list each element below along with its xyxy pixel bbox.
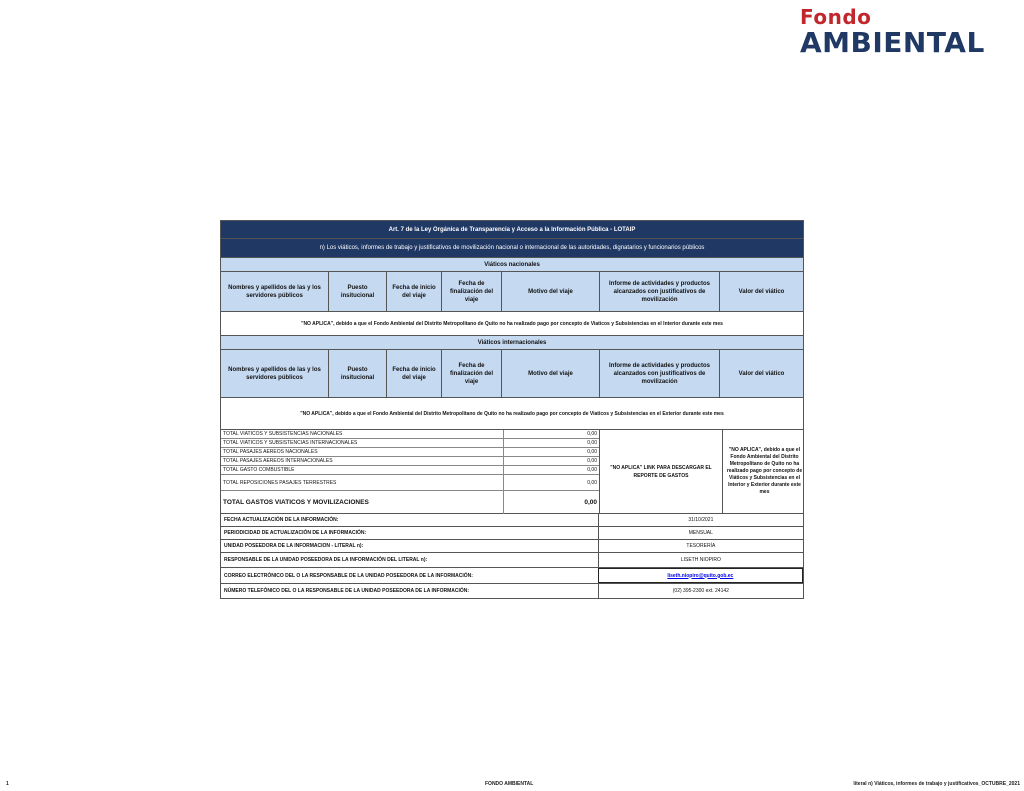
info-row	[220, 527, 804, 540]
info-label: NÚMERO TELEFÓNICO DEL O LA RESPONSABLE DE LA UNIDAD POSEEDORA DE LA INFORMACIÓN:	[224, 588, 470, 594]
info-value	[598, 568, 803, 583]
col-position: Puesto insitucional	[328, 350, 386, 397]
info-label: UNIDAD POSEEDORA DE LA INFORMACION - LITERAL n):	[224, 543, 364, 549]
info-value: (02) 395-2300 ext. 24142	[598, 584, 803, 598]
info-row	[220, 584, 804, 599]
info-value: LISETH NIOPIRO	[598, 553, 803, 567]
info-value: TESORERÍA	[598, 540, 803, 552]
info-label: RESPONSABLE DE LA UNIDAD POSEEDORA DE LA INFORMACIÓN DEL LITERAL n):	[224, 557, 428, 563]
info-row	[220, 553, 804, 568]
footer-center: FONDO AMBIENTAL	[485, 781, 534, 787]
total-value: 0,00	[503, 457, 599, 465]
total-value: 0,00	[503, 475, 599, 490]
info-row	[220, 514, 804, 527]
international-header: Viáticos internacionales	[221, 336, 803, 349]
col-end-date: Fecha de finalización del viaje	[441, 272, 501, 311]
total-label: TOTAL GASTO COMBUSTIBLE	[223, 467, 295, 473]
logo-line-2: AMBIENTAL	[800, 26, 985, 59]
table-title: Art. 7 de la Ley Orgánica de Transparencia y Acceso a la Información Pública - LOTAIP	[221, 221, 803, 238]
international-note: "NO APLICA", debido a que el Fondo Ambiental del Distrito Metropolitano de Quito no ha realizado pago por concepto de Viaticos y Subsistencias en el Exterior durante este mes	[300, 410, 724, 417]
col-reason: Motivo del viaje	[501, 272, 599, 311]
info-row	[220, 540, 804, 553]
col-end-date: Fecha de finalización del viaje	[441, 350, 501, 397]
info-label: FECHA ACTUALIZACIÓN DE LA INFORMACIÓN:	[224, 517, 339, 523]
national-header: Viáticos nacionales	[221, 258, 803, 271]
info-value: MENSUAL	[598, 527, 803, 539]
total-value: 0,00	[503, 448, 599, 456]
table-row	[221, 475, 599, 491]
table-row	[221, 457, 599, 466]
col-reason: Motivo del viaje	[501, 350, 599, 397]
table-row	[221, 439, 599, 448]
footer-page-number: 1	[6, 781, 9, 787]
col-position: Puesto insitucional	[328, 272, 386, 311]
total-label: TOTAL PASAJES AEREOS INTERNACIONALES	[223, 458, 333, 464]
total-label: TOTAL PASAJES AEREOS NACIONALES	[223, 449, 318, 455]
table-row	[221, 466, 599, 475]
email-link[interactable]: liseth.niopiro@quito.gob.ec	[667, 572, 734, 579]
fondo-ambiental-logo	[800, 6, 1000, 62]
total-label: TOTAL VIATICOS Y SUBSISTENCIAS INTERNACIONALES	[223, 440, 358, 446]
grand-total-row	[221, 491, 599, 514]
col-start-date: Fecha de inicio del viaje	[386, 350, 441, 397]
international-columns	[220, 350, 804, 398]
side-note: "NO APLICA", debido a que el Fondo Ambiental del Distrito Metropolitano de Quito no ha realizado pago por concepto de Viáticos y Subsistencias en el Interior y Exterior durante este mes	[722, 430, 806, 513]
total-value: 0,00	[503, 430, 599, 438]
grand-total-value: 0,00	[503, 491, 599, 514]
grand-total-label: TOTAL GASTOS VIATICOS Y MOVILIZACIONES	[223, 498, 369, 506]
col-report: Informe de actividades y productos alcanzados con justificativos de movilización	[599, 350, 719, 397]
total-label: TOTAL VIATICOS Y SUBSISTENCIAS NACIONALES	[223, 431, 343, 437]
info-row	[220, 568, 804, 584]
info-label: PERIODICIDAD DE ACTUALIZACIÓN DE LA INFORMACIÓN:	[224, 530, 367, 536]
table-row	[221, 448, 599, 457]
col-value: Valor del viático	[719, 272, 803, 311]
logo-line-1: Fondo	[800, 5, 872, 29]
col-value: Valor del viático	[719, 350, 803, 397]
table-row	[221, 430, 599, 439]
col-report: Informe de actividades y productos alcanzados con justificativos de movilización	[599, 272, 719, 311]
lotaip-table	[220, 220, 804, 599]
total-value: 0,00	[503, 439, 599, 447]
national-note: "NO APLICA", debido a que el Fondo Ambiental del Distrito Metropolitano de Quito no ha realizado pago por concepto de Viaticos y Subsistencias en el Interior durante este mes	[301, 320, 723, 327]
info-value: 31/10/2021	[598, 514, 803, 526]
col-start-date: Fecha de inicio del viaje	[386, 272, 441, 311]
total-value: 0,00	[503, 466, 599, 474]
table-subtitle: n) Los viáticos, informes de trabajo y justificativos de movilización nacional o internacional de las autoridades, dignatarios y funcionarios públicos	[221, 239, 803, 257]
report-link-note[interactable]: "NO APLICA" LINK PARA DESCARGAR EL REPORTE DE GASTOS	[610, 464, 712, 479]
col-names: Nombres y apellidos de las y los servidores públicos	[221, 272, 328, 311]
national-columns	[220, 272, 804, 312]
info-label: CORREO ELECTRÓNICO DEL O LA RESPONSABLE DE LA UNIDAD POSEEDORA DE LA INFORMACIÓN:	[224, 572, 473, 579]
footer-right: literal n) Viáticos, informes de trabajo y justificativos_OCTUBRE_2021	[853, 781, 1020, 787]
total-label: TOTAL REPOSICIONES PASAJES TERRESTRES	[223, 479, 337, 486]
col-names: Nombres y apellidos de las y los servidores públicos	[221, 350, 328, 397]
